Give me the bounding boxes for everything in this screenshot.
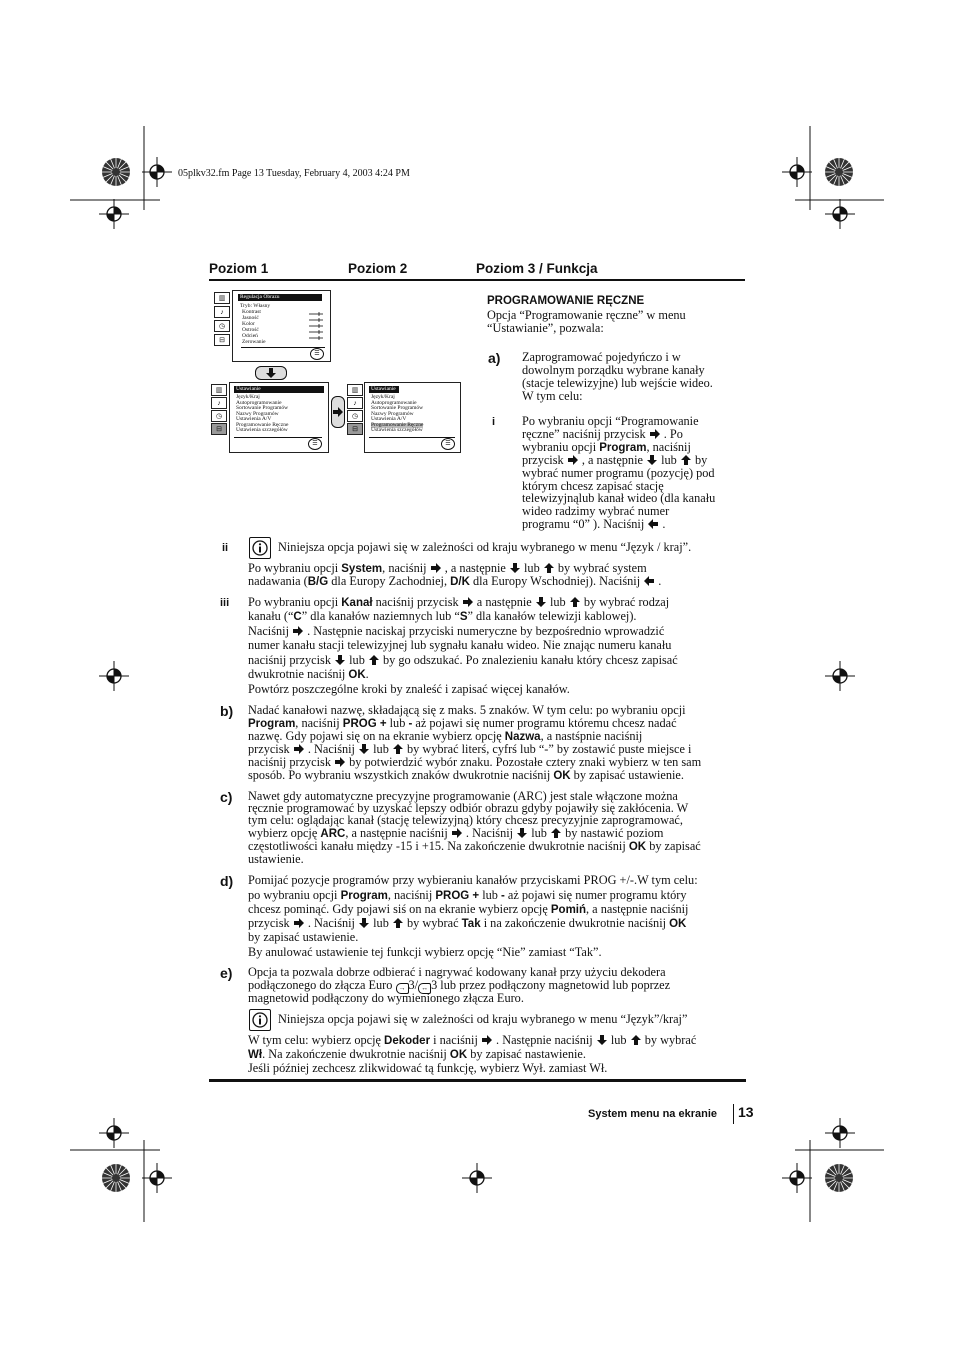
arrow-right-icon — [481, 1034, 493, 1046]
arrow-up-icon — [550, 827, 562, 839]
header-level1: Poziom 1 — [209, 261, 269, 276]
label-a: a) — [488, 350, 501, 366]
menu1-item: Odcień — [242, 333, 258, 339]
registration-mark-icon — [142, 157, 172, 187]
e-line: podłączonego do złącza Euro → 3/ ↔ 3 lub przez podłączony magnetowid lub poprzez — [248, 978, 671, 992]
menu3-item: Autoprogramowanie — [371, 399, 417, 406]
a-line: W tym celu: — [522, 389, 583, 403]
d-line: Pomijać pozycje programów przy wybieraniu kanałów przyciskami PROG +/-.W tym celu: — [248, 873, 698, 887]
b-line: przycisk . Naciśnij lub by wybrać literś, cyfrś lub “-” by zostawić puste miejsce i — [248, 742, 692, 756]
menu3-item-highlighted: Programowanie Ręczne — [371, 421, 424, 428]
clock-icon: ◷ — [211, 410, 227, 422]
d-line: chcesz pominąć. Gdy pojawi siś on na ekranie wybierz opcję Pomiń, a następnie naciśnij — [248, 902, 689, 916]
iii-line: Naciśnij . Następnie naciskaj przyciski numeryczne by bezpośrednio wprowadzić — [248, 624, 665, 638]
registration-mark-icon — [825, 199, 855, 229]
picture-icon: ▥ — [347, 384, 363, 396]
c-line: częstotliwości kanału między -15 i +15. Na zakończenie dwukrotnie naciśnij OK by zapisać — [248, 839, 701, 853]
b-line: nazwę. Gdy pojawi się on na ekranie wybierz opcję Nazwa, a nastśpnie naciśnij — [248, 729, 643, 743]
sound-icon: ♪ — [347, 397, 363, 409]
arrow-down-icon — [596, 1034, 608, 1046]
iii-line: kanału (“C” dla kanałów naziemnych lub “S” dla kanałów telewizji kablowej). — [248, 609, 637, 623]
scart-icon: → — [396, 983, 409, 994]
menu2-item: Programowanie Ręczne — [236, 421, 289, 428]
label-i: i — [492, 416, 496, 428]
c-line: Nawet gdy automatyczne precyzyjne programowanie (ARC) jest stale włączone można — [248, 789, 678, 803]
header-level3: Poziom 3 / Funkcja — [476, 261, 598, 276]
arrow-up-icon — [630, 1034, 642, 1046]
c-line: tym celu: oglądając kanał (stację telewizyjną) który chcesz precyzyjnie zaprogramować, — [248, 813, 683, 827]
menu3-item: Ustawienia A/V — [371, 416, 407, 422]
i-line: telewizyjnąlub kanał wideo (dla kanału — [522, 491, 716, 505]
menu1-title: Regulacja Obrazu — [238, 294, 322, 301]
registration-mark-icon — [462, 1163, 492, 1193]
clock-icon: ◷ — [347, 410, 363, 422]
arrow-up-icon — [368, 654, 380, 666]
a-line: (stacje telewizyjne) lub wejście wideo. — [522, 376, 713, 390]
page-number: 13 — [738, 1104, 754, 1120]
menu3-item: Ustawienia szczegółów — [371, 427, 423, 433]
ok-button-icon: ☰ — [308, 438, 322, 450]
arrow-down-icon — [535, 596, 547, 608]
star-target-icon — [824, 1163, 854, 1193]
arrow-right-icon — [462, 596, 474, 608]
ii-line: nadawania (B/G dla Europy Zachodniej, D/K dla Europy Wschodniej). Naciśnij . — [248, 574, 662, 588]
registration-mark-icon — [99, 199, 129, 229]
c-line: wybierz opcję ARC, a następnie naciśnij . Naciśnij lub by nastawić poziom — [248, 826, 664, 840]
label-ii: ii — [222, 542, 229, 554]
label-iii: iii — [220, 597, 230, 609]
picture-icon: ▥ — [211, 384, 227, 396]
arrow-right-icon — [331, 396, 345, 428]
toolbox-icon: ⊟ — [214, 334, 230, 346]
arrow-right-icon — [293, 917, 305, 929]
i-line: ręczne” naciśnij przycisk . Po — [522, 427, 683, 441]
scart-icon: ↔ — [418, 983, 431, 994]
arrow-down-icon — [516, 827, 528, 839]
b-line: Nadać kanałowi nazwę, składającą się z maks. 5 znaków. W tym celu: po wybraniu opcji — [248, 703, 686, 717]
b-line: naciśnij przycisk by potwierdzić wybór znaku. Pozostałe cztery znaki wybierz w ten sam — [248, 755, 702, 769]
iii-line: numer kanału stacji telewizyjnej lub sygnału kanału wideo. Nie znając numeru kanału — [248, 638, 672, 652]
menu1-item: Jasność — [242, 315, 259, 321]
arrow-up-icon — [543, 562, 555, 574]
arrow-right-icon — [649, 428, 661, 440]
sound-icon: ♪ — [214, 306, 230, 318]
arrow-left-icon — [643, 575, 655, 587]
footer-section: System menu na ekranie — [588, 1108, 718, 1120]
footer-divider — [733, 1104, 734, 1124]
menu2-title: Ustawianie — [234, 386, 324, 393]
registration-mark-icon — [782, 1163, 812, 1193]
d-line: przycisk . Naciśnij lub by wybrać Tak i na zakończenie dwukrotnie naciśnij OK — [248, 916, 687, 930]
file-info: 05plkv32.fm Page 13 Tuesday, February 4, 2003 4:24 PM — [178, 168, 410, 179]
menu3-item: Sortowanie Programów — [371, 405, 424, 411]
registration-mark-icon — [142, 1163, 172, 1193]
menu2-item: Język/Kraj — [236, 394, 260, 400]
menu1-item: Zerowanie — [242, 339, 266, 345]
section-intro-1: Opcja “Programowanie ręczne” w menu — [487, 308, 686, 322]
menu2-item: Sortowanie Programów — [236, 405, 289, 411]
iii-line: naciśnij przycisk lub by go odszukać. Po znalezieniu kanału który chcesz zapisać — [248, 653, 678, 667]
i-line: wideo radzimy wybrać numer — [522, 504, 670, 518]
toolbox-icon: ⊟ — [211, 423, 227, 435]
footer-rule — [209, 1079, 746, 1082]
ii-note: Niniejsza opcja pojawi się w zależności od kraju wybranego w menu “Język / kraj”. — [278, 540, 692, 554]
arrow-right-icon — [430, 562, 442, 574]
arrow-down-icon — [358, 917, 370, 929]
registration-mark-icon — [782, 157, 812, 187]
i-line: Po wybraniu opcji “Programowanie — [522, 414, 699, 428]
b-line: sposób. Po wybraniu wszystkich znaków dwukrotnie naciśnij OK by zapisać ustawienie. — [248, 768, 684, 782]
e-line: magnetowid podłączony do wymienionego złącza Euro. — [248, 991, 524, 1005]
menu2-item: Nazwy Programów — [236, 410, 279, 417]
arrow-up-icon — [569, 596, 581, 608]
arrow-down-icon — [255, 366, 287, 380]
star-target-icon — [101, 157, 131, 187]
menu-setup-selected — [364, 382, 461, 453]
iii-line: dwukrotnie naciśnij OK. — [248, 667, 369, 681]
i-line: wybrać numer programu (pozycję) pod — [522, 466, 715, 480]
arrow-left-icon — [647, 518, 659, 530]
arrow-right-icon — [293, 743, 305, 755]
arrow-up-icon — [392, 917, 404, 929]
e-line: Opcja ta pozwala dobrze odbierać i nagrywać kodowany kanał przy użyciu dekodera — [248, 965, 666, 979]
e-line: Wł. Na zakończenie dwukrotnie naciśnij OK by zapisać nastawienie. — [248, 1047, 586, 1061]
info-icon — [249, 1009, 271, 1031]
menu3-item: Nazwy Programów — [371, 410, 414, 417]
c-line: ustawienie. — [248, 852, 304, 866]
menu2-item: Ustawienia szczegółów — [236, 427, 288, 433]
i-line: którym chcesz zapisać stację — [522, 479, 664, 493]
arrow-right-icon — [567, 454, 579, 466]
star-target-icon — [824, 157, 854, 187]
label-c: c) — [220, 789, 233, 805]
menu3-item: Język/Kraj — [371, 394, 395, 400]
info-icon — [249, 537, 271, 559]
arrow-down-icon — [646, 454, 658, 466]
arrow-right-icon — [334, 756, 346, 768]
menu1-item: Kontrast — [242, 309, 261, 315]
arrow-up-icon — [392, 743, 404, 755]
label-e: e) — [220, 965, 233, 981]
star-target-icon — [101, 1163, 131, 1193]
menu1-item: Ostrość — [242, 327, 259, 333]
e-line: Jeśli później zechcesz zlikwidować tą funkcję, wybierz Wył. zamiast Wł. — [248, 1061, 608, 1075]
arrow-right-icon — [451, 827, 463, 839]
d-line: By anulować ustawienie tej funkcji wybierz opcję “Nie” zamiast “Tak”. — [248, 945, 602, 959]
e-note: Niniejsza opcja pojawi się w zależności od kraju wybranego w menu “Język”/kraj” — [278, 1012, 688, 1026]
picture-icon: ▥ — [214, 292, 230, 304]
i-line: przycisk , a następnie lub by — [522, 453, 708, 467]
menu1-item: Kolor — [242, 321, 255, 327]
arrow-down-icon — [358, 743, 370, 755]
menu2-item: Ustawienia A/V — [236, 416, 272, 422]
label-d: d) — [220, 873, 234, 889]
a-line: dowolnym porządku wybrane kanały — [522, 363, 705, 377]
iii-line: Powtórz poszczególne kroki by znaleść i zapisać więcej kanałów. — [248, 682, 570, 696]
arrow-down-icon — [334, 654, 346, 666]
section-intro-2: “Ustawianie”, pozwala: — [487, 321, 604, 335]
registration-mark-icon — [99, 1118, 129, 1148]
header-rule — [209, 279, 745, 281]
menu1-item: Tryb: Własny — [240, 303, 271, 309]
ok-button-icon: ☰ — [310, 348, 324, 360]
registration-mark-icon — [825, 661, 855, 691]
iii-line: Po wybraniu opcji Kanał naciśnij przycisk a następnie lub by wybrać rodzaj — [248, 595, 670, 609]
label-b: b) — [220, 703, 234, 719]
c-line: ręcznie programować by uzyskać lepszy odbiór obrazu gdyby pojawiły się zakłócenia. W — [248, 801, 689, 815]
ii-line: Po wybraniu opcji System, naciśnij , a następnie lub by wybrać system — [248, 561, 647, 575]
header-level2: Poziom 2 — [348, 261, 408, 276]
arrow-right-icon — [292, 625, 304, 637]
e-line: W tym celu: wybierz opcję Dekoder i naciśnij . Następnie naciśnij lub by wybrać — [248, 1033, 697, 1047]
section-title: PROGRAMOWANIE RĘCZNE — [487, 295, 645, 307]
d-line: by zapisać ustawienie. — [248, 930, 359, 944]
menu-setup — [229, 382, 329, 453]
registration-mark-icon — [99, 661, 129, 691]
registration-mark-icon — [825, 1118, 855, 1148]
ok-button-icon: ☰ — [441, 438, 455, 450]
toolbox-icon: ⊟ — [347, 423, 363, 435]
sound-icon: ♪ — [211, 397, 227, 409]
menu-picture-adjust — [232, 290, 331, 362]
d-line: po wybraniu opcji Program, naciśnij PROG + lub - aż pojawi się numer programu który — [248, 888, 687, 902]
a-line: Zaprogramować pojedyńczo i w — [522, 350, 681, 364]
slider-bars — [307, 309, 325, 345]
i-line: wybraniu opcji Program, naciśnij — [522, 440, 691, 454]
i-line: programu “0” ). Naciśnij . — [522, 517, 666, 531]
menu3-title: Ustawianie — [369, 386, 399, 393]
clock-icon: ◷ — [214, 320, 230, 332]
arrow-down-icon — [509, 562, 521, 574]
arrow-up-icon — [680, 454, 692, 466]
menu2-item: Autoprogramowanie — [236, 399, 282, 406]
b-line: Program, naciśnij PROG + lub - aż pojawi się numer programu któremu chcesz nadać — [248, 716, 677, 730]
